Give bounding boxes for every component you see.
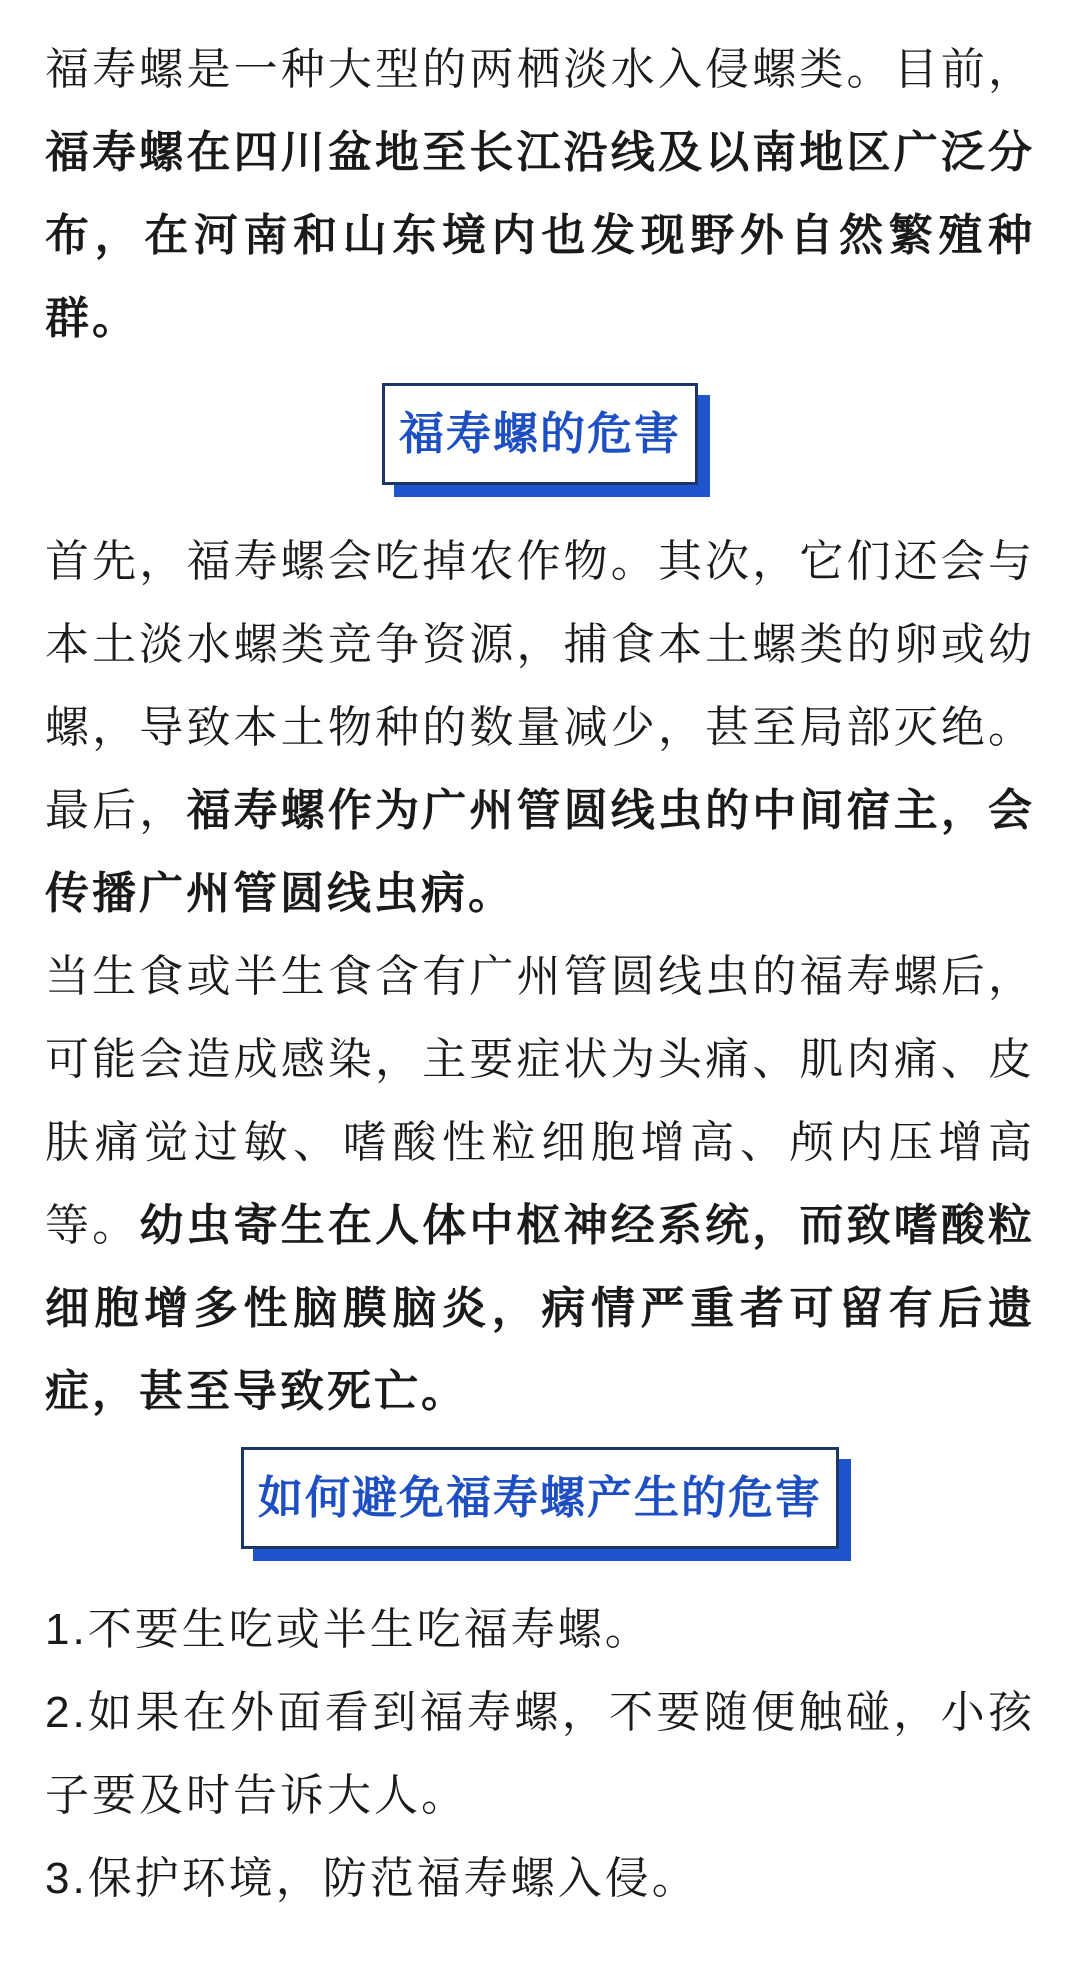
section-heading-harm-wrapper [45, 383, 1035, 485]
avoid-list-item-1: 1.不要生吃或半生吃福寿螺。 [45, 1605, 652, 1654]
harm-paragraph-2 [45, 935, 1035, 1433]
harm-p2-normal: 当生食或半生食含有广州管圆线虫的福寿螺后，可能会造成感染，主要症状为头痛、肌肉痛、皮肤痛觉过敏、嗜酸性粒细胞增高、颅内压增高等。 [45, 952, 1035, 1250]
intro-paragraph [45, 28, 1035, 360]
intro-text-bold: 福寿螺在四川盆地至长江沿线及以南地区广泛分布，在河南和山东境内也发现野外自然繁殖种群。 [45, 128, 1035, 343]
harm-heading-box [382, 383, 698, 485]
harm-p2-bold: 幼虫寄生在人体中枢神经系统，而致嗜酸粒细胞增多性脑膜脑炎，病情严重者可留有后遗症，甚至导致死亡。 [45, 1201, 1036, 1416]
avoid-list-item-3: 3.保护环境，防范福寿螺入侵。 [45, 1854, 699, 1903]
avoid-list-item-2: 2.如果在外面看到福寿螺，不要随便触碰，小孩子要及时告诉大人。 [45, 1688, 1035, 1820]
intro-text-normal: 福寿螺是一种大型的两栖淡水入侵螺类。目前， [45, 45, 1035, 94]
harm-heading-label: 福寿螺的危害 [398, 408, 681, 459]
harm-p1-bold: 福寿螺作为广州管圆线虫的中间宿主，会传播广州管圆线虫病。 [45, 786, 1036, 918]
harm-paragraph-1 [45, 520, 1035, 935]
harm-p1-normal: 首先，福寿螺会吃掉农作物。其次，它们还会与本土淡水螺类竞争资源，捕食本土螺类的卵或幼螺，导致本土物种的数量减少，甚至局部灭绝。最后， [45, 537, 1035, 835]
avoid-heading-label: 如何避免福寿螺产生的危害 [257, 1472, 822, 1523]
avoid-heading-box [241, 1447, 839, 1549]
section-heading-avoid-wrapper [45, 1447, 1035, 1549]
